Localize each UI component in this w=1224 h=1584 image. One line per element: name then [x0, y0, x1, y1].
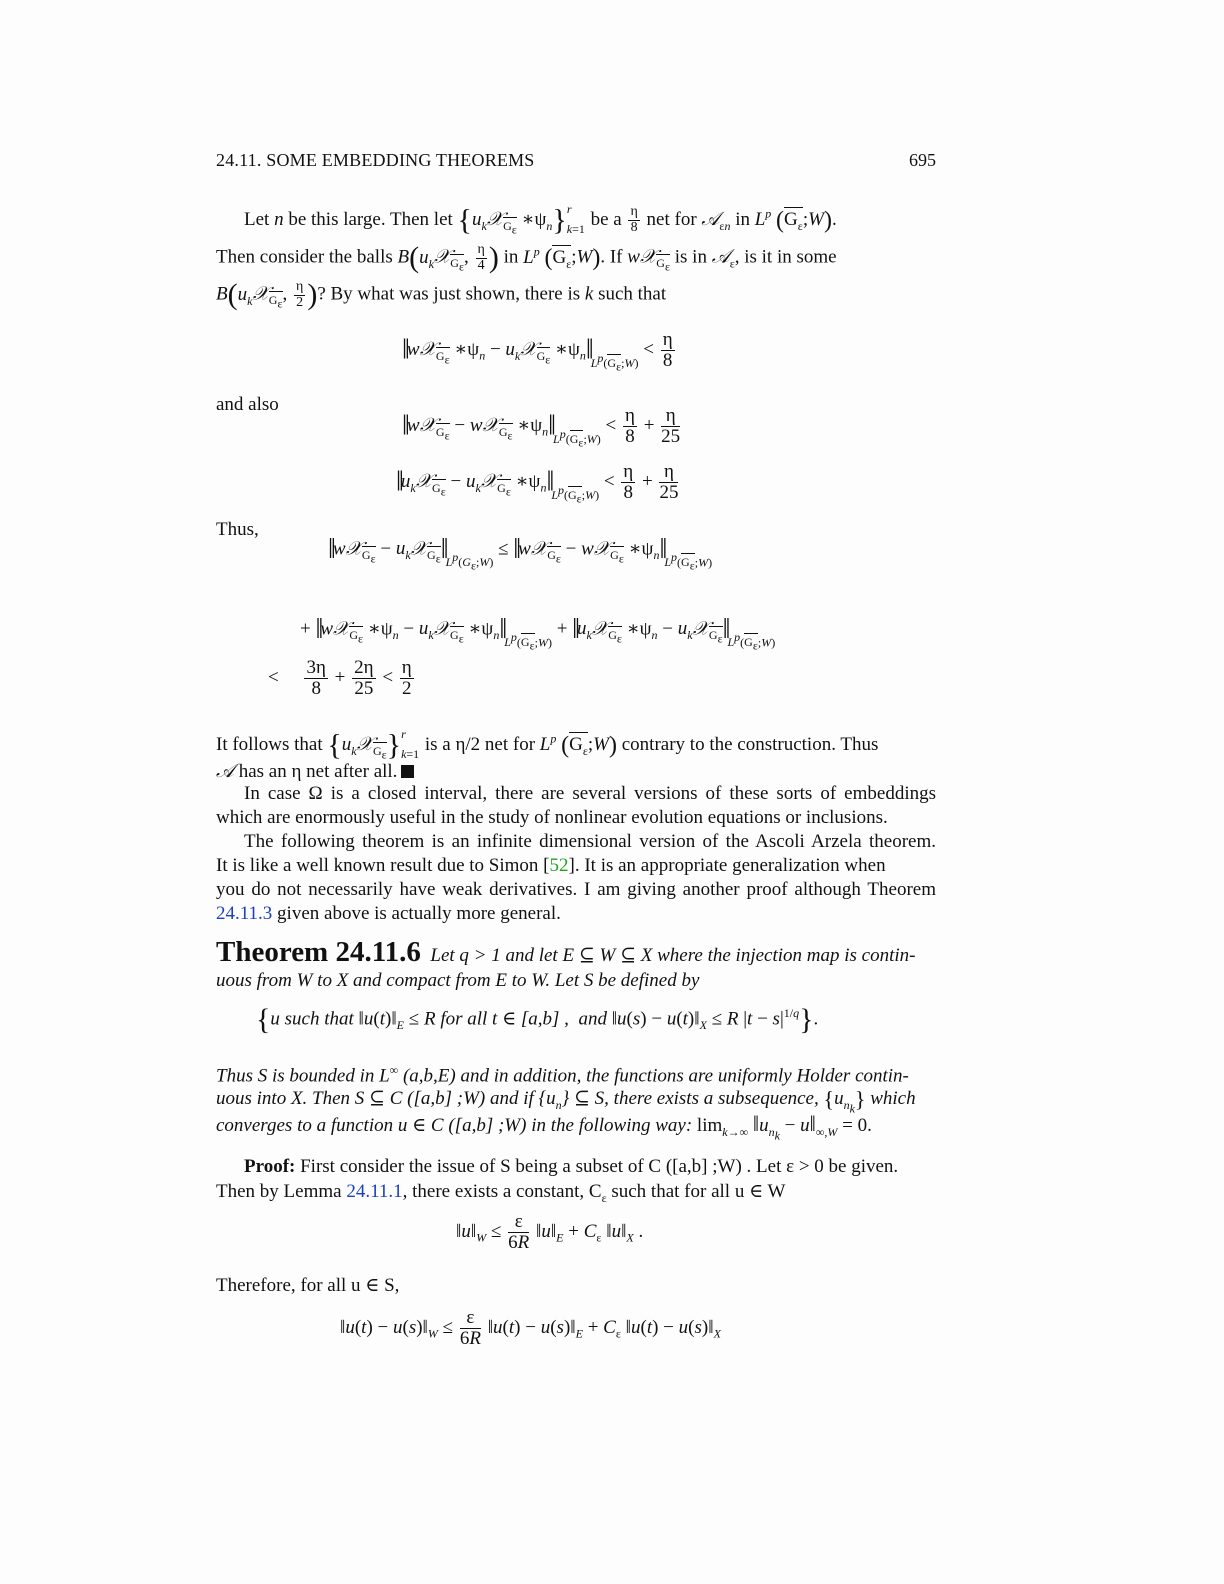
para-following-line2: It is like a well known result due to Simon [52]. It is an appropriate generalization when — [216, 855, 886, 876]
para1-line3: $B(u_k𝒳_{G_\varepsilon}$, $\frac{\eta}{2}$ )? By what was just shown, there is k such that — [216, 278, 667, 312]
para1-line1: Let n be this large. Then let {$u_k𝒳_{G_\varepsilon}$ $∗\psi_n\}_{k=1}^r$ be a $\frac{\eta}{8}$ net for 𝒜$_{\varepsilon n}$ in $L^p$ $(G_\varepsilon;W)$. — [244, 202, 837, 237]
theorem-line4: uous into X. Then S ⊆ C ([a,b] ;W) and if $\{u_n\}$ ⊆ S, there exists a subsequence, $\{u_{n_k}\}$ which — [216, 1086, 916, 1116]
para1-line2: Then consider the balls $B(u_k𝒳_{G_\varepsilon}$, $\frac{\eta}{4}$ ) in $L^p$ $(G_\varepsilon;W)$. If w𝒳$_{G_\varepsilon}$ is in 𝒜$_\varepsilon$, is it in some — [216, 241, 837, 275]
equation-1: ‖w𝒳$_{G_\varepsilon}$ $∗\psi_n$ − $u_k𝒳_{G_\varepsilon}$ $∗\psi_n‖_{L^p(G_\varepsilon;W)}$ < $\frac{\eta}{8}$ — [402, 329, 673, 374]
theorem-set-definition: {u such that $‖u(t)‖_E \le R$ for all t ∈ [a,b] , and ‖u(s) − $u(t)‖_X \le R$ $|t - s|^{1/q}$}. — [256, 1003, 819, 1036]
theorem-line2: uous from W to X and compact from E to W. Let S be defined by — [216, 970, 700, 991]
proof-line2: Then by Lemma 24.11.1, there exists a constant, $C_\varepsilon$ such that for all u ∈ W — [216, 1181, 786, 1205]
para-following-line1: The following theorem is an infinite dimensional version of the Ascoli Arzela theorem. — [244, 831, 936, 852]
conclusion-line2: 𝒜 has an η net after all. — [216, 760, 936, 783]
theorem-line5: converges to a function u ∈ C ([a,b] ;W) in the following way: $\lim_{k\to\infty}$ $‖u_{n_k}$ − $u‖_{\infty,W} = 0$. — [216, 1111, 872, 1143]
running-header: 24.11. SOME EMBEDDING THEOREMS — [216, 150, 535, 170]
equation-6: < $\frac{3\eta}{8}$ + $\frac{2\eta}{25}$ < $\frac{\eta}{2}$ — [268, 657, 412, 699]
equation-5: + ‖w𝒳$_{G_\varepsilon}$ $∗\psi_n$ − $u_k𝒳_{G_\varepsilon}$ $∗\psi_n‖_{L^p(G_\varepsilon;W)}$ + $‖u_k𝒳_{G_\varepsilon}$ $∗\psi_n$ − $u_k𝒳_{G_\varepsilon}‖_{L^p(G_\varepsilon;W)}$ — [300, 614, 776, 653]
para-interval-line2: which are enormously useful in the study of nonlinear evolution equations or inclusions. — [216, 807, 888, 828]
citation-link[interactable]: 52 — [549, 855, 569, 876]
equation-7: $‖u‖_W$ ≤ $\frac{\varepsilon}{6R}$ $‖u‖_E + C_\varepsilon$ $‖u‖_X$ . — [456, 1211, 644, 1253]
conclusion-line1: It follows that $\{u_k𝒳_{G_\varepsilon}\}_{k=1}^r$ is a η/2 net for $L^p$ $(G_\varepsilon;W)$ contrary to the construction. Thus — [216, 727, 879, 762]
theorem-line3: Thus S is bounded in L∞ (a,b,E) and in addition, the functions are uniformly Holder contin- — [216, 1063, 909, 1087]
theorem-ref-link[interactable]: 24.11.3 — [216, 903, 273, 924]
and-also: and also — [216, 394, 279, 415]
para-following-line3: you do not necessarily have weak derivatives. I am giving another proof although Theorem — [216, 879, 936, 900]
equation-4: ‖w𝒳$_{G_\varepsilon}$ − $u_k𝒳_{G_\varepsilon}‖_{L^p(G_\varepsilon;W)}$ ≤ ‖w𝒳$_{G_\varepsilon}$ − w𝒳$_{G_\varepsilon}$ $∗\psi_n‖_{L^p(G_\varepsilon;W)}$ — [328, 534, 713, 573]
proof-therefore: Therefore, for all u ∈ S, — [216, 1275, 400, 1296]
equation-8: ‖u(t) − $u(s)‖_W$ ≤ $\frac{\varepsilon}{6R}$ ‖u(t) − $u(s)‖_E + C_\varepsilon$ ‖u(t) − $u(s)‖_X$ — [340, 1307, 721, 1349]
theorem-line1: Theorem 24.11.6 Let q > 1 and let E ⊆ W ⊆ X where the injection map is contin- — [216, 936, 916, 968]
theorem-title: Theorem 24.11.6 — [216, 936, 421, 968]
page-number: 695 — [909, 150, 936, 170]
para-following-line4: 24.11.3 given above is actually more general. — [216, 903, 561, 924]
equation-3: $‖u_k𝒳_{G_\varepsilon}$ − $u_k𝒳_{G_\varepsilon}$ $∗\psi_n‖_{L^p(G_\varepsilon;W)}$ < $\frac{\eta}{8}$ + $\frac{\eta}{25}$ — [396, 461, 679, 506]
proof-line1: Proof: First consider the issue of S being a subset of C ([a,b] ;W) . Let ε > 0 be given. — [244, 1156, 899, 1177]
para-interval-line1: In case Ω is a closed interval, there are several versions of these sorts of embeddings — [244, 783, 936, 804]
thus-label: Thus, — [216, 519, 259, 540]
lemma-ref-link[interactable]: 24.11.1 — [346, 1181, 403, 1202]
qed-square — [401, 765, 414, 778]
equation-2: ‖w𝒳$_{G_\varepsilon}$ − w𝒳$_{G_\varepsilon}$ $∗\psi_n‖_{L^p(G_\varepsilon;W)}$ < $\frac{\eta}{8}$ + $\frac{\eta}{25}$ — [402, 405, 681, 450]
